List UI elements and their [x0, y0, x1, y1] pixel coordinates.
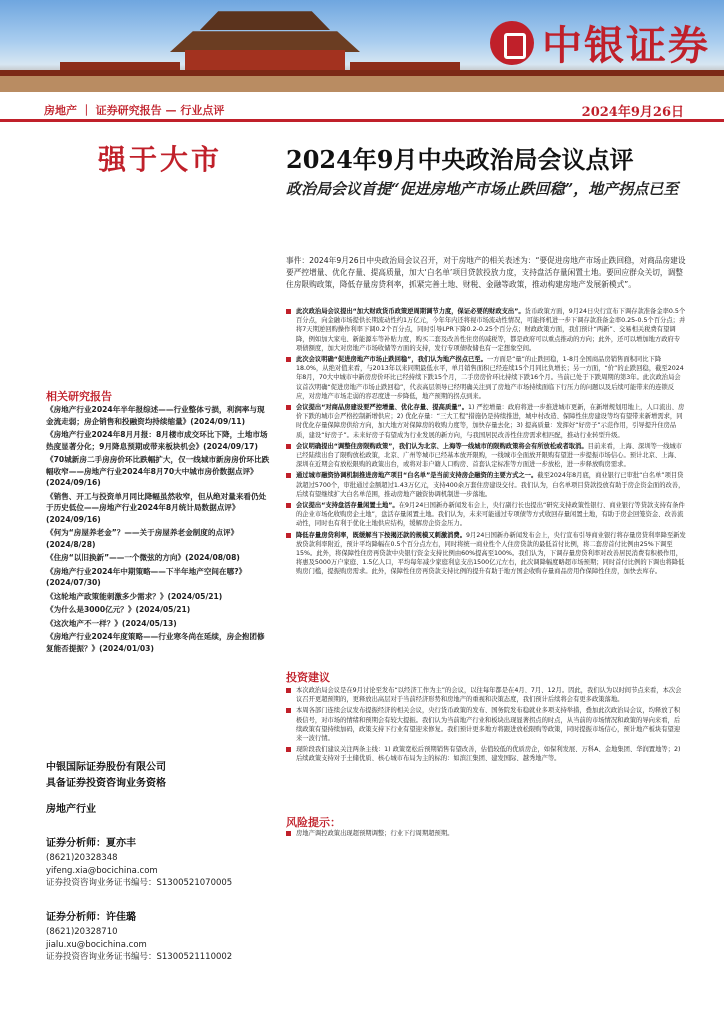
analysis-bullet	[286, 355, 686, 401]
related-report-item[interactable]: 《房地产行业2024年8月月报：8月楼市成交环比下降，土地市场热度显著分化；9月降息预期或带来板块机会》(2024/09/17)	[46, 430, 268, 451]
analysis-bullet	[286, 471, 686, 499]
report-subtitle: 政治局会议首提“促进房地产市场止跌回稳”，地产拐点已至	[286, 180, 679, 198]
analysis-bullet	[286, 501, 686, 529]
bullet-lead: 会议提出“对商品房建设要严控增量、优化存量、提高质量”。	[296, 404, 468, 412]
bullet-text: 一方面是“量”的止跌回稳，1-8月全国商品房销售面积同比下降18.0%，从绝对值来看，与2013年以来同期最低水平，单月销售面积已经连续15个月同比负增长；另一方面，“价”的止跌回稳，截至2024年8月，70大中城市中新房房价环比已经持续下跌15个月，二手房房价环比持续下跌16个月。当前已处于下跌周期的第3年。此次政治局会议首次明确“促进房地产市场止跌回稳”，代表高层领导已经明确关注到了房地产市场持续面临下行压力的问题以及后续可能带来的连锁反应，对房地产市场走弱的容忍度进一步降低，地产预期的拐点到来。	[296, 356, 684, 400]
related-report-item[interactable]: 《这轮地产政策能刺激多少需求？》(2024/05/21)	[46, 591, 223, 601]
analyst-email[interactable]: yifeng.xia@bocichina.com	[46, 865, 158, 876]
related-report-item[interactable]: 《房地产行业2024年中期策略——下半年地产空间在哪?》(2024/07/30)	[46, 566, 247, 587]
related-report-item[interactable]: 《房地产行业2024年半年报综述——行业整体亏损，利润率与现金流走弱；房企销售和投融资均持续缩量》(2024/09/11)	[46, 405, 265, 426]
related-report-item[interactable]: 《何为“房屋养老金”？——关于房屋养老金制度的点评》(2024/8/28)	[46, 528, 239, 549]
analysis-bullet	[286, 403, 686, 440]
palace-roof-upper	[200, 8, 330, 30]
analysis-bullet	[286, 531, 686, 577]
analysis-bullets	[286, 307, 686, 579]
bullet-lead: 此次会议明确“促进房地产市场止跌回稳”，我们认为地产拐点已至。	[296, 356, 487, 364]
bullet-lead: 通过城市融资协调机制推进房地产项目“白名单”是当前支持房企融资的主要方式之一。	[296, 472, 538, 480]
bullet-lead: 会议明确提出“调整住房限购政策”，我们认为北京、上海等一线城市的限购政策将会有所放松或者取消。	[296, 442, 588, 450]
report-date: 2024年9月26日	[581, 105, 684, 120]
analyst-card	[46, 834, 272, 890]
bullet-text: 9月24日国新办新闻发布会上，央行宣布引导商业银行将存量房贷利率降至新发放贷款利率附近，预计平均降幅在0.5个百分点左右，同时将统一商业性个人住房贷款的最低首付比例，将二套房首付比例由25%下调至15%。此外，将保障性住房再贷款中央银行资金支持比例由60%提高至100%。我们认为，下调存量房贷利率对改善居民消费有积极作用，将惠及5000万户家庭、1.5亿人口，平均每年减少家庭利息支出1500亿元左右，此次调降幅度略超市场预期；同时首付比例的下调也将降低购房门槛，提振购房需求。此外，保障性住房再贷款支持比例的提升有助于地方国企收购存量商品房用作保障性住房，加快去库存。	[296, 531, 686, 576]
analyst-cert: 证券投资咨询业务证书编号：S1300521110002	[46, 952, 233, 962]
analyst-phone: (8621)20328348	[46, 853, 118, 863]
analyst-email[interactable]: jialu.xu@bocichina.com	[46, 939, 147, 950]
analyst-card	[46, 908, 272, 964]
company-name: 中银国际证券股份有限公司	[46, 762, 166, 773]
industry-label: 房地产行业	[46, 804, 96, 815]
related-report-item[interactable]: 《这次地产不一样？》(2024/05/13)	[46, 618, 177, 628]
bullet-text: 货币政策方面，9月24日央行宣布下调存款准备金率0.5个百分点，向金融市场提供长期流动性约1万亿元，今年年内还将视市场流动性情况，可能择机进一步下调存款准备金率0.25-0.5个百分点；并将7天期逆回购操作利率下调0.2个百分点，同时引导LPR下降0.2-0.25个百分点；财政政策方面，我们预计“两新”、交易相关税费有望调降，例如加大家电、新能源车等补贴力度，购买二套及改善性住房的减税等，都是政府可以重点推动的方向；此外，还可以增加地方政府专项债额度，加大对房地产市场收储等方面的支持，发行专项债收储也有一定想象空间。	[296, 308, 686, 352]
bullet-lead: 降低存量房贷利率，既缓解当下按揭还款的规模又刺激消费。	[296, 531, 467, 539]
related-report-item[interactable]: 《住房“以旧换新”——一个微弦的方向》(2024/08/08)	[46, 553, 240, 562]
invest-bullet: 本次政治局会议是在9月讨论至发布“以经济工作为主”的会议，以往每年都是在4月、7月、12月。因此，我们认为以时间节点来看，本次会议召开更超预期的，更释放出高层对于当前经济形势和房地产的重视和决策态度，我们预计后续将会有更多政策落地。	[286, 686, 686, 704]
risk-bullets	[286, 829, 686, 840]
related-report-item[interactable]: 《房地产行业2024年度策略——行业寒冬尚在延续，房企抱团修复能否提振？》(2024/01/03)	[46, 632, 265, 653]
invest-advice-heading: 投资建议	[286, 671, 330, 684]
risk-item: 房地产调控政策出现超预期调整；行业下行周期超预期。	[286, 829, 686, 838]
analysis-bullet	[286, 307, 686, 353]
brand-name: 中银证券	[542, 22, 710, 69]
invest-advice-bullets	[286, 686, 686, 766]
analyst-name: 证券分析师：许佳璐	[46, 912, 136, 923]
report-category: 房地产 ｜ 证券研究报告 — 行业点评	[44, 104, 225, 117]
industry-rating: 强于大市	[98, 143, 223, 176]
related-report-item[interactable]: 《70城新房二手房房价环比跌幅扩大，仅一线城市新房房价环比跌幅收窄——房地产行业2024年8月70大中城市房价数据点评》(2024/09/16)	[46, 455, 270, 487]
risk-heading: 风险提示：	[286, 816, 341, 829]
bullet-text: 在9月24日国新办新闻发布会上，央行副行长也提出“研究支持政策性银行、商业银行等贷款支持有条件的企业市场化收购房企土地”，盘活存量闲置土地。我们认为，未来可能通过专项债等方式收回存量闲置土地，有助于房企回笼资金、改善流动性，同时也有利于优化土地供应结构，缓解房企资金压力。	[296, 502, 685, 528]
analyst-name: 证券分析师：夏亦丰	[46, 838, 136, 849]
category-bar	[0, 98, 724, 122]
header-banner	[0, 0, 724, 92]
bullet-lead: 此次政治局会议提出“加大财政货币政策逆周期调节力度，保证必要的财政支出”。	[296, 308, 525, 315]
bullet-lead: 会议提出“支持盘活存量闲置土地”。	[296, 502, 399, 510]
related-reports-title: 相关研究报告	[46, 390, 112, 403]
bullet-text: 截至2024年8月底，商业银行已审批“白名单”项目贷款超过5700个，审批通过金额超过1.43万亿元，支持400余万套住房建设交付。我们认为，白名单项目贷款投放有助于房企资金面的改善，后续有望继续扩大白名单范围，推动房地产融资协调机制进一步落地。	[296, 472, 685, 498]
palace-square	[0, 76, 724, 92]
company-qualification: 具备证券投资咨询业务资格	[46, 778, 166, 789]
related-reports-list	[46, 404, 272, 656]
report-title: 2024年9月中央政治局会议点评	[286, 145, 634, 174]
related-report-item[interactable]: 《为什么是3000亿元？》(2024/05/21)	[46, 605, 191, 614]
company-info	[46, 760, 272, 792]
analyst-phone: (8621)20328710	[46, 927, 118, 937]
invest-bullet: 现阶段我们建议关注两条主线：1) 政策宽松后预期销售有望改善，估值较低的优质房企，如保利发展、万科A、金地集团、华润置地等；2) 后续政策支持对于土储优质、核心城市布局为主的标的：如滨江集团、建发国际、越秀地产等。	[286, 745, 686, 763]
invest-bullet: 本周各部门连续会议发布提振经济的相关会议，央行货币政策的发布、国务院发布稳就业多项支持举措，叠加此次政治局会议，均释放了积极信号，对市场的情绪和预期会有较大提振。我们认为当前地产行业和板块出现显著拐点的时点，从当前的市场情况和政策的导向来看，后续政策有望持续加码，政策支持下行业有望迎来修复。我们预计更多地方将跟进放松限购等政策，同时提振市场信心，预计地产板块有望迎来一波行情。	[286, 706, 686, 743]
analysis-bullet	[286, 442, 686, 470]
related-report-item[interactable]: 《销售、开工与投资单月同比降幅虽然收窄，但从绝对量来看仍处于历史低位——房地产行业2024年8月统计局数据点评》(2024/09/16)	[46, 491, 267, 524]
bullet-text: 1) 严控增量：政府将进一步推进城市更新，在新增规划用地上，人口流出、房价下跌的城市会严格控制新增供应；2) 优化存量：“三大工程”措施仍是持续推进，城中村改造、保障性住房建设等均有望带来新增需求，同时优化存量保障房供给方向，加大地方对保障房的收购力度等，加快存量去化；3) 提高质量：发挥好“好房子”示范作用，引导提升住房品质，建设“好房子”。未来好房子有望成为行业发展的新方向，与我国居民改善性住房需求相匹配，推动行业转型升级。	[296, 404, 685, 439]
analyst-cert: 证券投资咨询业务证书编号：S1300521070005	[46, 878, 233, 888]
event-paragraph: 事件：2024年9月26日中央政治局会议召开，对于房地产的相关表述为：“要促进房地产市场止跌回稳，对商品房建设要严控增量、优化存量、提高质量，加大‘白名单’项目贷款投放力度，支持盘活存量闲置土地。要回应群众关切，调整住房限购政策，降低存量房贷利率，抓紧完善土地、财税、金融等政策，推动构建房地产发展新模式”。	[286, 256, 686, 289]
brand-logo	[490, 14, 710, 71]
bank-logo-icon	[490, 21, 534, 65]
bullet-text: 目前来看，上海、深圳等一线城市已经陆续出台了限购放松政策，北京、广州等城市已经基本放开限购，一线城市全面放开限购有望进一步提振市场信心。预计北京、上海、深圳在近期会有放松限购的政策出台，或将对非户籍人口购房、首套认定标准等方面进一步放松，进一步释放购房需求。	[296, 442, 683, 469]
